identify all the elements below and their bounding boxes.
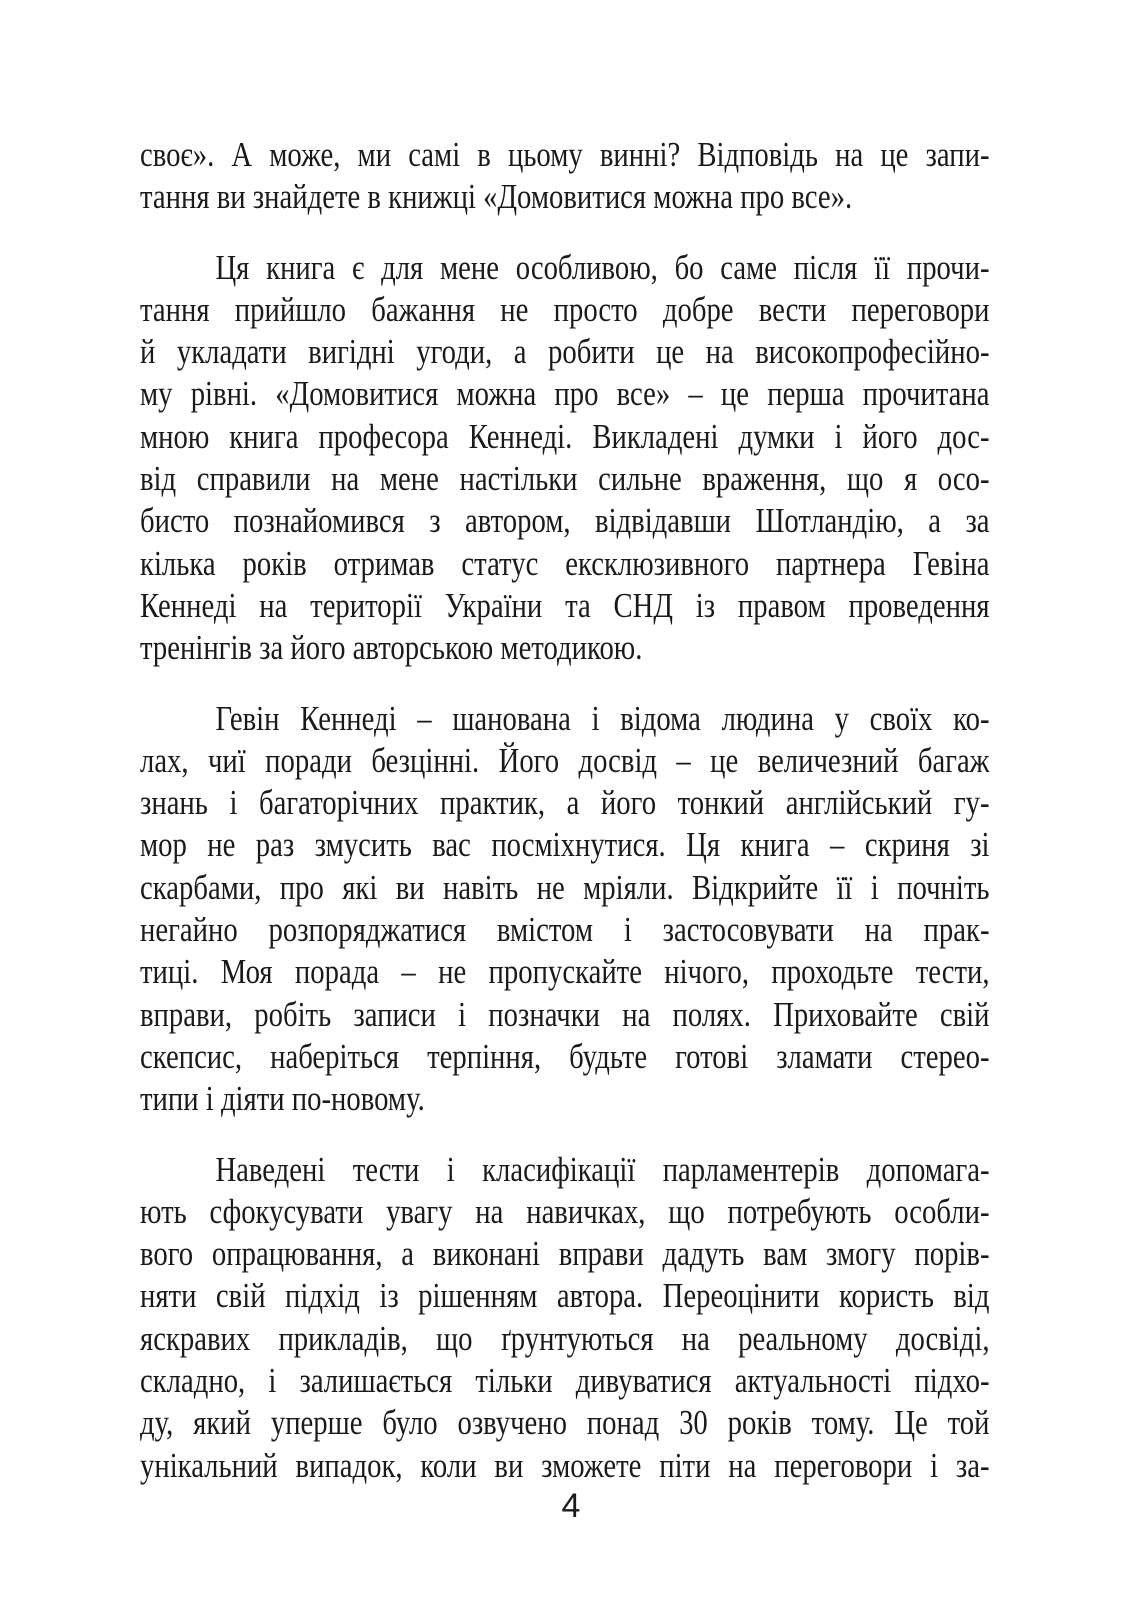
text-line: своє». А може, ми самі в цьому винні? Відповідь на це запи-: [140, 135, 990, 174]
text-line: типи і діяти по-новому.: [140, 1079, 425, 1119]
text-line: мор не раз змусить вас посміхнутися. Ця книга – скриня зі: [140, 825, 990, 865]
text-line: скарбами, про які ви навіть не мріяли. Відкрийте її і почніть: [140, 867, 990, 907]
text-line: кілька років отримав статус ексклюзивного партнера Гевіна: [140, 543, 990, 583]
page-number: 4: [561, 1487, 581, 1525]
text-line: тиці. Моя порада – не пропускайте нічого, проходьте тести,: [140, 952, 990, 992]
text-line: няти свій підхід із рішенням автора. Переоцінити користь від: [140, 1276, 990, 1316]
text-line: негайно розпоряджатися вмістом і застосовувати на прак-: [140, 910, 990, 950]
text-line: Ця книга є для мене особливою, бо саме після її прочи-: [215, 247, 990, 287]
text-line: вого опрацювання, а виконані вправи дадуть вам змогу порів-: [140, 1234, 990, 1274]
text-line: му рівні. «Домовитися можна про все» – це перша прочитана: [140, 374, 990, 414]
text-line: тренінгів за його авторською методикою.: [140, 628, 643, 668]
text-line: яскравих прикладів, що ґрунтуються на реальному досвіді,: [140, 1318, 990, 1358]
paragraph-4: [140, 1149, 990, 1487]
text-line: ду, який уперше було озвучено понад 30 років тому. Це той: [140, 1403, 990, 1443]
body-text: [140, 134, 990, 1515]
text-line: бисто познайомився з автором, відвідавши Шотландію, а за: [140, 501, 990, 541]
text-line: вправи, робіть записи і позначки на полях. Приховайте свій: [140, 994, 990, 1034]
text-line: ють сфокусувати увагу на навичках, що потребують особли-: [140, 1191, 990, 1231]
paragraph-1: [140, 134, 990, 219]
paragraph-3: [140, 698, 990, 1121]
text-line: мною книга професора Кеннеді. Викладені думки і його дос-: [140, 416, 990, 456]
text-line: тання ви знайдете в книжці «Домовитися можна про все».: [140, 177, 853, 217]
text-line: лах, чиї поради безцінні. Його досвід – це величезний багаж: [140, 740, 990, 780]
paragraph-2: [140, 247, 990, 670]
text-line: знань і багаторічних практик, а його тонкий англійський гу-: [140, 783, 990, 823]
text-line: Кеннеді на території України та СНД із правом проведення: [140, 585, 990, 625]
text-line: Наведені тести і класифікації парламентерів допомага-: [215, 1149, 990, 1189]
text-line: складно, і залишається тільки дивуватися актуальності підхо-: [140, 1361, 990, 1401]
text-line: від справили на мене настільки сильне враження, що я осо-: [140, 459, 990, 499]
text-line: й укладати вигідні угоди, а робити це на високопрофесійно-: [140, 332, 990, 372]
text-line: тання прийшло бажання не просто добре вести переговори: [140, 289, 990, 329]
text-line: унікальний випадок, коли ви зможете піти на переговори і за-: [140, 1445, 990, 1485]
text-line: Гевін Кеннеді – шанована і відома людина у своїх ко-: [215, 698, 990, 738]
text-line: скепсис, наберіться терпіння, будьте готові зламати стерео-: [140, 1036, 990, 1076]
